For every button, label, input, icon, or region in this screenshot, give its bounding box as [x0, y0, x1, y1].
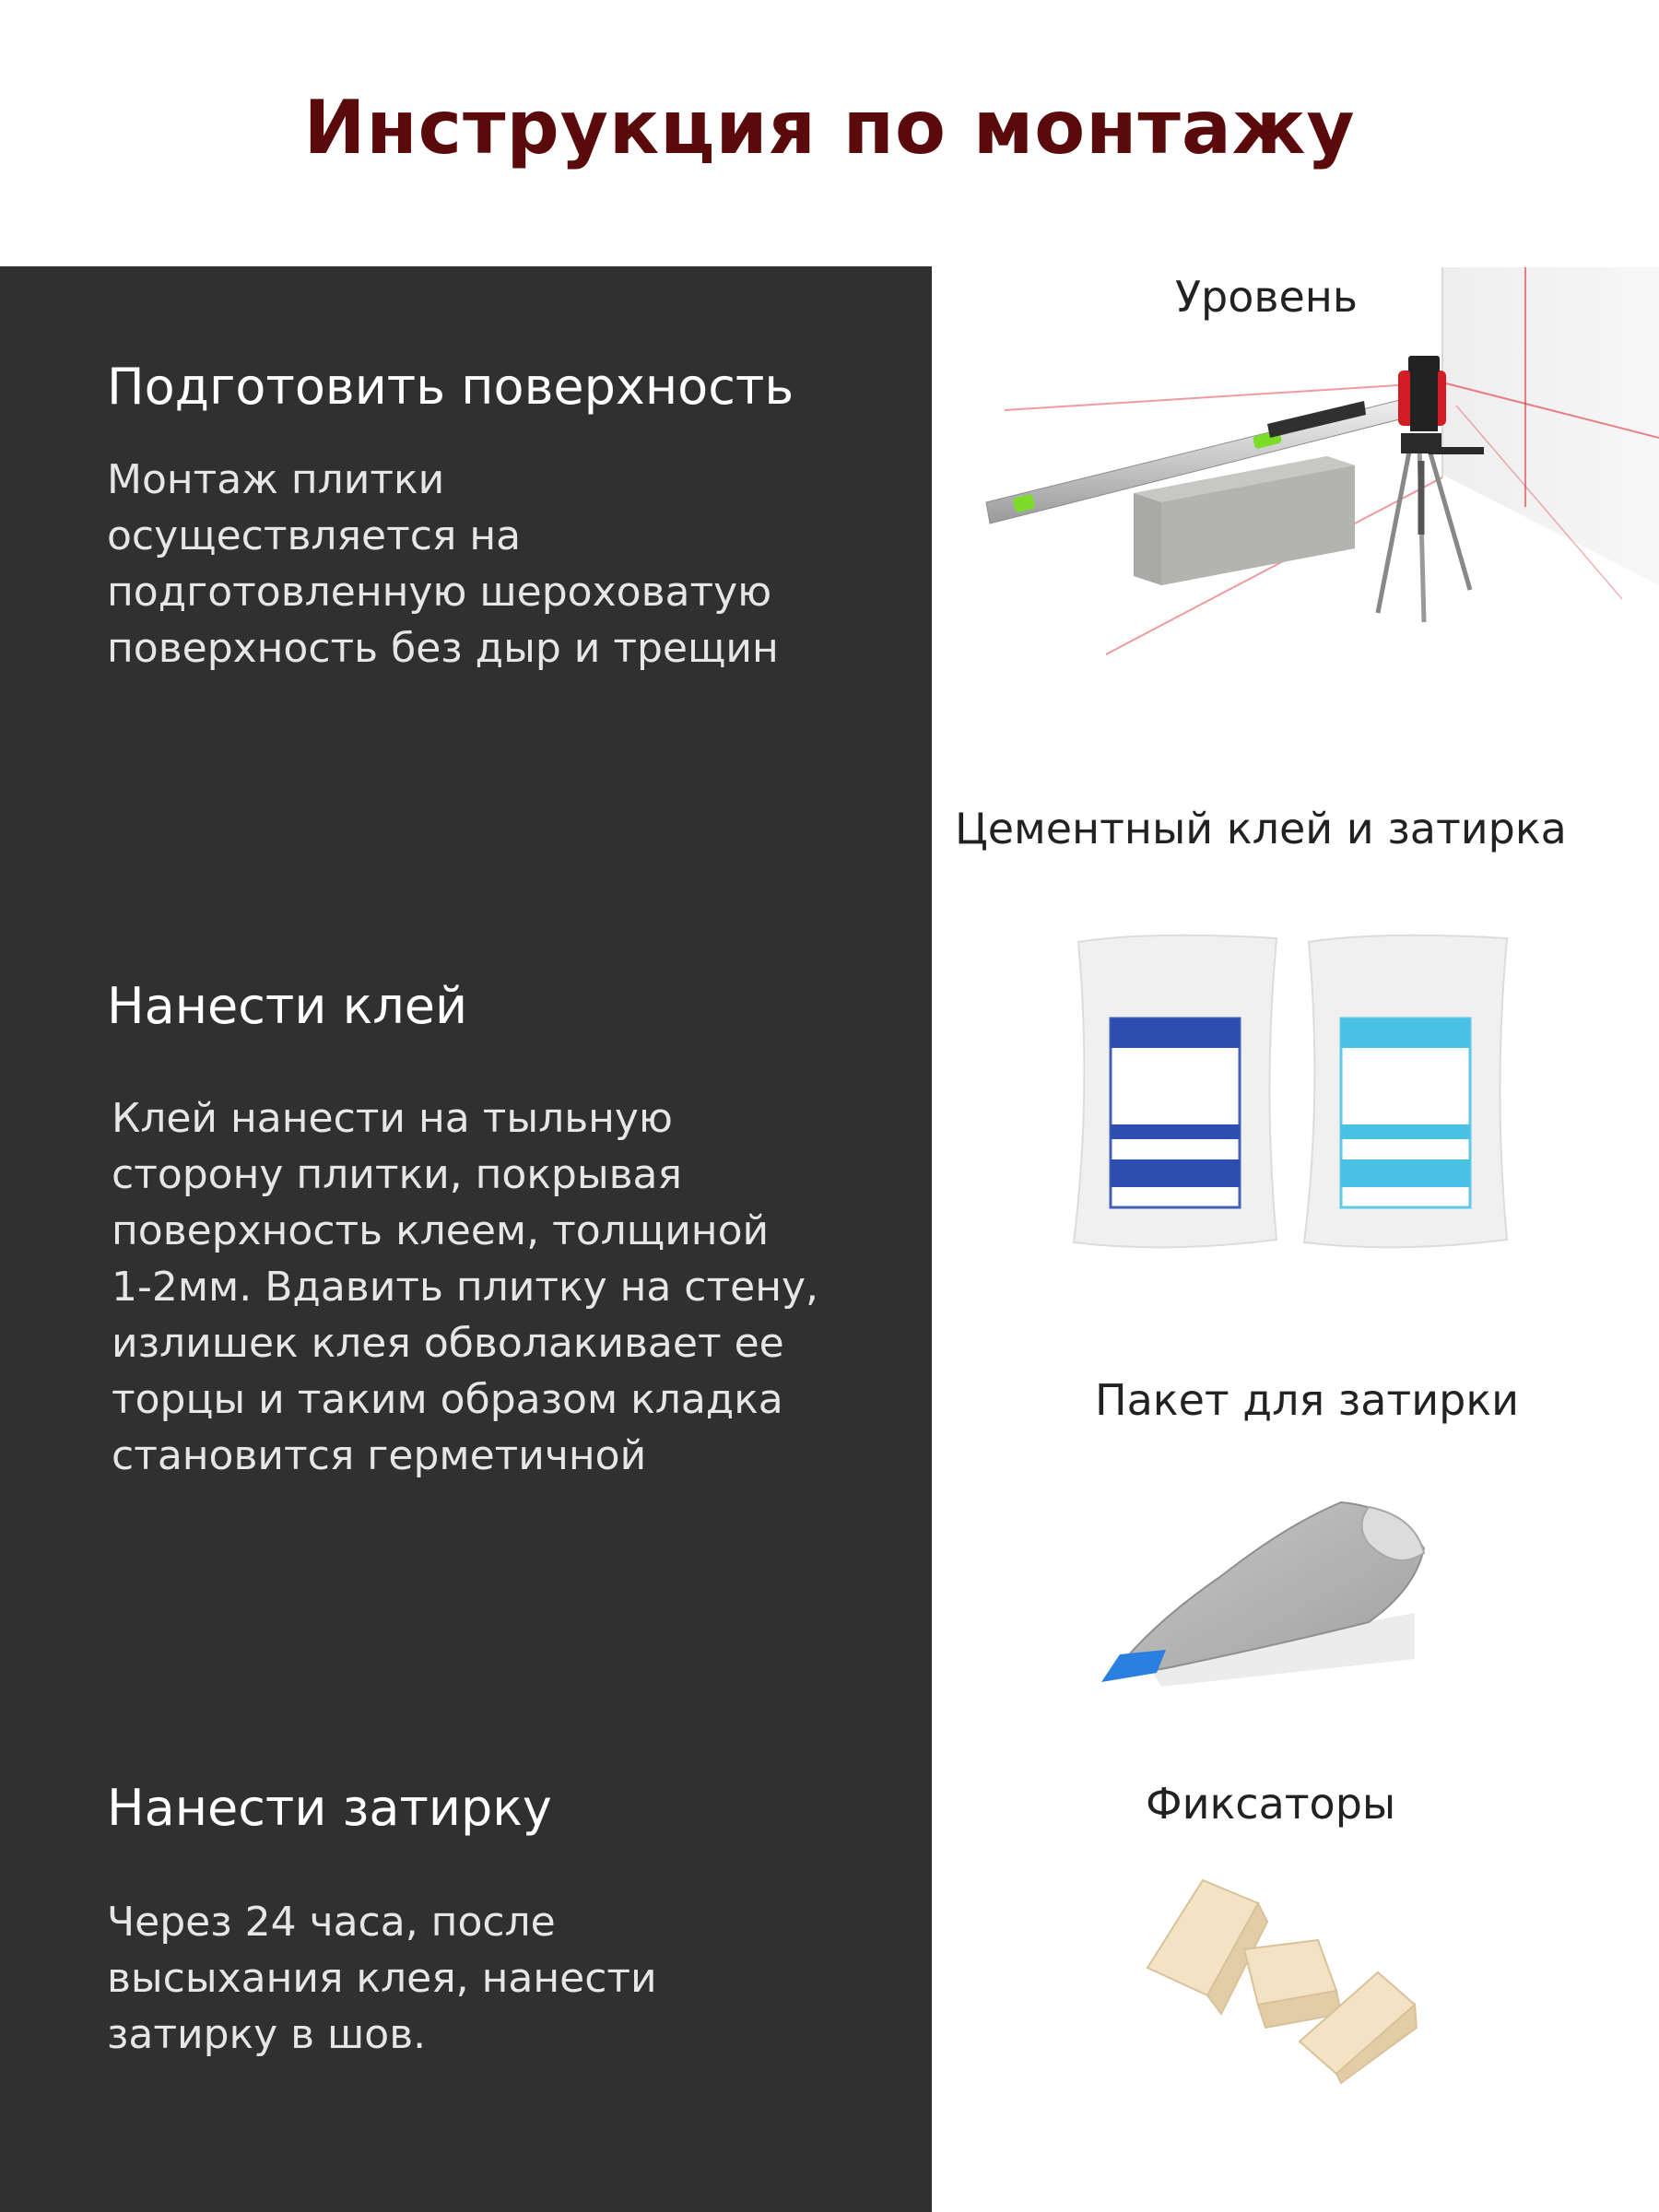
step-1-text — [107, 452, 779, 677]
grout-bag-icon — [1092, 1488, 1433, 1710]
step-3-heading: Нанести затирку — [107, 1779, 552, 1837]
step-1-line: Монтаж плитки — [107, 456, 445, 503]
step-1-heading: Подготовить поверхность — [107, 358, 794, 416]
step-1-line: подготовленную шероховатую — [107, 569, 772, 616]
step-2-line: сторону плитки, покрывая — [112, 1151, 682, 1198]
step-2-line: Клей нанести на тыльную — [112, 1095, 673, 1142]
step-2-heading: Нанести клей — [107, 977, 468, 1035]
step-3-line: Через 24 часа, после — [107, 1899, 556, 1946]
page-title: Инструкция по монтажу — [303, 85, 1356, 171]
tool-label-spacers: Фиксаторы — [1146, 1779, 1396, 1829]
step-2-line: 1-2мм. Вдавить плитку на стену, — [112, 1264, 818, 1311]
step-1-line: поверхность без дыр и трещин — [107, 625, 779, 672]
tool-label-cement: Цементный клей и затирка — [955, 804, 1567, 853]
step-2-line: поверхность клеем, толщиной — [112, 1207, 770, 1254]
laser-level-tripod-icon — [977, 267, 1659, 700]
tool-label-level: Уровень — [1175, 272, 1358, 322]
tile-spacers-icon — [1129, 1866, 1442, 2088]
step-3-line: затирку в шов. — [107, 2011, 427, 2058]
step-2-text — [112, 1090, 818, 1484]
tool-label-grout-bag: Пакет для затирки — [1095, 1375, 1519, 1425]
step-2-line: излишек клея обволакивает ее — [112, 1320, 784, 1367]
step-2-line: становится герметичной — [112, 1432, 647, 1479]
cement-bags-icon — [1055, 931, 1525, 1263]
step-3-line: высыхания клея, нанести — [107, 1955, 657, 2002]
step-2-line: торцы и таким образом кладка — [112, 1376, 783, 1423]
step-3-text — [107, 1894, 657, 2063]
step-1-line: осуществляется на — [107, 512, 522, 559]
